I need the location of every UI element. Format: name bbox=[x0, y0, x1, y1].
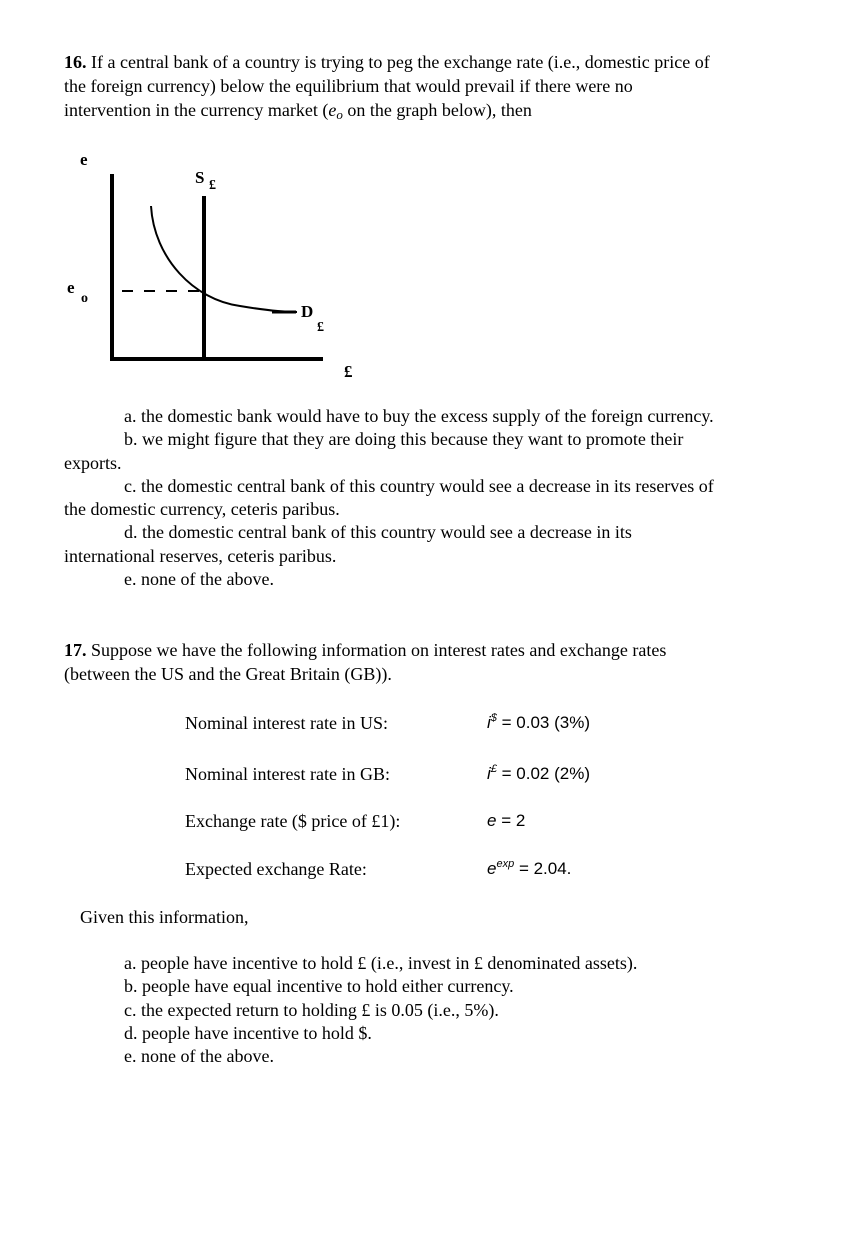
q16-option-b: b. we might figure that they are doing this because they want to promote their bbox=[124, 429, 684, 450]
info-rest: = 2 bbox=[496, 811, 526, 830]
q16-option-b-cont: exports. bbox=[64, 452, 122, 473]
info-sup: exp bbox=[496, 858, 515, 870]
demand-label: D bbox=[301, 302, 314, 321]
q17-option-a: a. people have incentive to hold £ (i.e., invest in £ denominated assets). bbox=[124, 953, 638, 973]
q17-number: 17. bbox=[64, 640, 87, 660]
info-row-exchange-rate bbox=[185, 809, 745, 833]
info-rest: = 0.03 (3%) bbox=[496, 713, 590, 732]
q17-given: Given this information, bbox=[80, 907, 249, 927]
info-value bbox=[487, 711, 590, 735]
supply-label-sub: £ bbox=[209, 178, 216, 193]
info-var: i bbox=[487, 764, 491, 783]
q16-e0-var: e bbox=[328, 100, 337, 120]
e0-label-sub: o bbox=[81, 291, 88, 306]
info-var: i bbox=[487, 713, 491, 732]
q16-option-e: e. none of the above. bbox=[124, 569, 274, 590]
q16-option-c-cont: the domestic currency, ceteris paribus. bbox=[64, 499, 340, 520]
info-row-expected-rate bbox=[185, 857, 745, 881]
q16-stem-line-1 bbox=[64, 50, 804, 74]
info-value bbox=[487, 857, 571, 881]
q17-option-e: e. none of the above. bbox=[124, 1046, 274, 1067]
x-axis-label: £ bbox=[344, 362, 353, 381]
q16-option-a: a. the domestic bank would have to buy the excess supply of the foreign currency. bbox=[124, 406, 714, 426]
q17-option-b: b. people have equal incentive to hold either currency. bbox=[124, 976, 514, 997]
info-row-gb-rate bbox=[185, 762, 745, 786]
demand-curve-thin bbox=[151, 206, 297, 312]
q16-stem-line-3 bbox=[64, 98, 804, 127]
info-label: Exchange rate ($ price of £1): bbox=[185, 811, 401, 831]
info-value bbox=[487, 809, 525, 833]
e0-label: e bbox=[67, 278, 75, 297]
q16-number: 16. bbox=[64, 52, 87, 72]
q16-e0-sub: o bbox=[336, 107, 343, 122]
q16-option-d-cont: international reserves, ceteris paribus. bbox=[64, 545, 337, 566]
info-rest: = 0.02 (2%) bbox=[496, 764, 590, 783]
supply-label: S bbox=[195, 168, 205, 187]
info-sup: £ bbox=[490, 763, 497, 775]
q16-stem-text-3a: intervention in the currency market ( bbox=[64, 100, 329, 120]
info-var: e bbox=[487, 859, 497, 878]
q16-stem-text-3b: on the graph below), then bbox=[342, 100, 532, 120]
info-value bbox=[487, 762, 590, 786]
info-row-us-rate bbox=[185, 711, 745, 735]
q16-stem bbox=[64, 50, 804, 127]
q16-stem-line-2: the foreign currency) below the equilibrium that would prevail if there were no bbox=[64, 76, 633, 96]
q16-option-d: d. the domestic central bank of this country would see a decrease in its bbox=[124, 522, 632, 543]
info-label: Expected exchange Rate: bbox=[185, 859, 367, 879]
info-var: e bbox=[487, 811, 497, 830]
q16-options bbox=[64, 405, 804, 591]
q17-stem bbox=[64, 638, 804, 686]
q17-stem-line-1 bbox=[64, 638, 804, 662]
q17-stem-line-2: (between the US and the Great Britain (GB)). bbox=[64, 664, 392, 684]
info-label: Nominal interest rate in GB: bbox=[185, 764, 390, 784]
info-sup: $ bbox=[490, 712, 497, 724]
y-axis-label: e bbox=[80, 150, 88, 169]
supply-demand-graph bbox=[64, 148, 404, 384]
q16-stem-text-1: If a central bank of a country is trying to peg the exchange rate (i.e., domestic price of bbox=[91, 52, 710, 72]
graph-svg bbox=[64, 148, 404, 384]
demand-label-sub: £ bbox=[317, 320, 324, 335]
q17-option-c: c. the expected return to holding £ is 0.05 (i.e., 5%). bbox=[124, 999, 499, 1020]
q17-stem-text-1: Suppose we have the following information on interest rates and exchange rates bbox=[86, 640, 667, 660]
q16-option-c: c. the domestic central bank of this country would see a decrease in its reserves of bbox=[124, 475, 714, 496]
info-label: Nominal interest rate in US: bbox=[185, 713, 388, 733]
q17-options bbox=[124, 952, 804, 1068]
info-rest: = 2.04. bbox=[514, 859, 572, 878]
q17-option-d: d. people have incentive to hold $. bbox=[124, 1022, 372, 1043]
